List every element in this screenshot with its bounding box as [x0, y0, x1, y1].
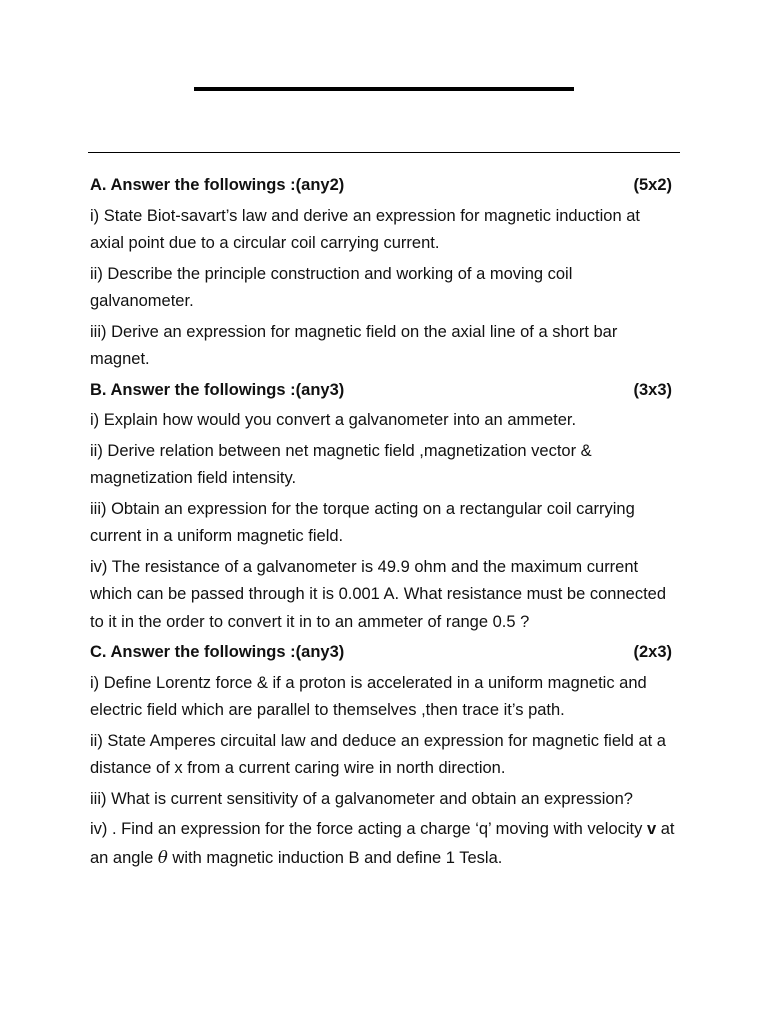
question: iv) The resistance of a galvanometer is 49.9 ohm and the maximum current which can be passed through it is 0.001 A. What resistance must be connected to it in the order to convert it in to an ammeter of range 0.5 ? — [90, 557, 667, 631]
section-heading — [90, 172, 678, 200]
section-marks: (2x3) — [633, 643, 672, 661]
section-marks: (5x2) — [633, 176, 672, 194]
theta-symbol: θ — [157, 847, 168, 867]
question: ii) Describe the principle construction and working of a moving coil galvanometer. — [90, 264, 573, 310]
title-rule — [194, 87, 574, 91]
question: i) State Biot-savart’s law and derive an expression for magnetic induction at axial point due to a circular coil carrying current. — [90, 206, 640, 252]
section-heading — [90, 377, 678, 405]
question — [90, 816, 678, 872]
question: iii) Obtain an expression for the torque acting on a rectangular coil carrying current in a uniform magnetic field. — [90, 499, 635, 545]
section-title: A. Answer the followings :(any2) — [90, 176, 345, 194]
question: iii) Derive an expression for magnetic field on the axial line of a short bar magnet. — [90, 322, 618, 368]
question-text: at an angle — [90, 820, 675, 867]
section-title: C. Answer the followings :(any3) — [90, 643, 345, 661]
question: ii) Derive relation between net magnetic field ,magnetization vector & magnetization field intensity. — [90, 441, 592, 487]
section-marks: (3x3) — [633, 380, 672, 399]
section-title: B. Answer the followings :(any3) — [90, 380, 345, 399]
section-a — [90, 172, 678, 374]
question-paper — [90, 172, 678, 875]
question: iii) What is current sensitivity of a galvanometer and obtain an expression? — [90, 789, 633, 808]
question-text: with magnetic induction B and define 1 Tesla. — [167, 848, 503, 867]
question: ii) State Amperes circuital law and deduce an expression for magnetic field at a distance of x from a current caring wire in north direction. — [90, 731, 666, 777]
question: i) Define Lorentz force & if a proton is accelerated in a uniform magnetic and electric field which are parallel to themselves ,then trace it’s path. — [90, 673, 647, 719]
section-b — [90, 377, 678, 637]
question-text: iv) . Find an expression for the force acting a charge ‘q’ moving with velocity — [90, 820, 647, 838]
header-divider — [88, 152, 680, 153]
question: i) Explain how would you convert a galvanometer into an ammeter. — [90, 411, 577, 429]
section-heading — [90, 639, 678, 667]
section-c — [90, 639, 678, 872]
velocity-symbol: v — [646, 820, 657, 838]
